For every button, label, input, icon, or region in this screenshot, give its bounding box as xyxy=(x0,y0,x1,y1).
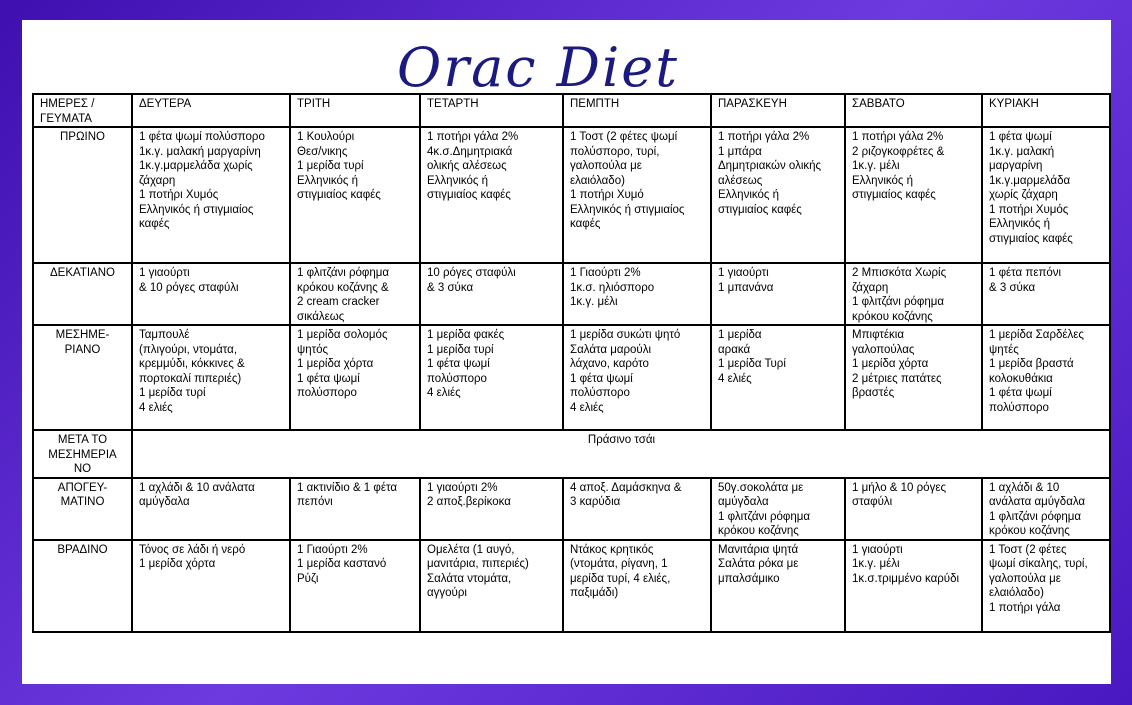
meal-cell: 2 Μπισκότα Χωρίς ζάχαρη 1 φλιτζάνι ρόφημα κρόκου κοζάνης xyxy=(845,263,982,325)
day-header-thursday: ΠΕΜΠΤΗ xyxy=(563,94,711,127)
meal-cell: 1 ποτήρι γάλα 2% 4κ.σ.Δημητριακά ολικής αλέσεως Ελληνικός ή στιγμιαίος καφές xyxy=(420,127,563,263)
meal-cell: Τόνος σε λάδι ή νερό 1 μερίδα χόρτα xyxy=(132,540,290,632)
meal-cell: 1 μερίδα αρακά 1 μερίδα Τυρί 4 ελιές xyxy=(711,325,845,430)
meal-label: ΜΕΤΑ ΤΟ ΜΕΣΗΜΕΡΙΑ ΝΟ xyxy=(33,430,132,478)
meal-cell: 1 μερίδα συκώτι ψητό Σαλάτα μαρούλι λάχανο, καρότο 1 φέτα ψωμί πολύσπορο 4 ελιές xyxy=(563,325,711,430)
meal-row-lunch xyxy=(33,325,1110,430)
corner-header: ΗΜΕΡΕΣ / ΓΕΥΜΑΤΑ xyxy=(33,94,132,127)
meal-cell: 1 Κουλούρι Θεσ/νικης 1 μερίδα τυρί Ελληνικός ή στιγμιαίος καφές xyxy=(290,127,420,263)
day-header-monday: ΔΕΥΤΕΡΑ xyxy=(132,94,290,127)
meal-row-dinner xyxy=(33,540,1110,632)
meal-label: ΜΕΣΗΜΕ- ΡΙΑΝΟ xyxy=(33,325,132,430)
green-tea-cell: Πράσινο τσάι xyxy=(132,430,1110,478)
meal-cell: 1 ακτινίδιο & 1 φέτα πεπόνι xyxy=(290,478,420,540)
meal-label: ΠΡΩΙΝΟ xyxy=(33,127,132,263)
meal-cell: Ντάκος κρητικός (ντομάτα, ρίγανη, 1 μερίδα τυρί, 4 ελιές, παξιμάδι) xyxy=(563,540,711,632)
meal-cell: 1 φλιτζάνι ρόφημα κρόκου κοζάνης & 2 cream cracker σικάλεως xyxy=(290,263,420,325)
meal-cell: 1 γιαούρτι 1κ.γ. μέλι 1κ.σ.τριμμένο καρύδι xyxy=(845,540,982,632)
diet-table xyxy=(32,93,1111,633)
meal-label: ΒΡΑΔΙΝΟ xyxy=(33,540,132,632)
diet-page xyxy=(22,20,1111,684)
meal-cell: 1 μερίδα φακές 1 μερίδα τυρί 1 φέτα ψωμί πολύσπορο 4 ελιές xyxy=(420,325,563,430)
meal-cell: 10 ρόγες σταφύλι & 3 σύκα xyxy=(420,263,563,325)
meal-label: ΑΠΟΓΕΥ- ΜΑΤΙΝΟ xyxy=(33,478,132,540)
meal-cell: 1 φέτα ψωμί 1κ.γ. μαλακή μαργαρίνη 1κ.γ.μαρμελάδα χωρίς ζάχαρη 1 ποτήρι Χυμός Ελληνικός ή στιγμιαίος καφές xyxy=(982,127,1110,263)
day-header-saturday: ΣΑΒΒΑΤΟ xyxy=(845,94,982,127)
meal-row-breakfast xyxy=(33,127,1110,263)
meal-cell: 1 αχλάδι & 10 ανάλατα αμύγδαλα 1 φλιτζάνι ρόφημα κρόκου κοζάνης xyxy=(982,478,1110,540)
meal-cell: 4 αποξ. Δαμάσκηνα & 3 καρύδια xyxy=(563,478,711,540)
meal-cell: Ομελέτα (1 αυγό, μανιτάρια, πιπεριές) Σαλάτα ντομάτα, αγγούρι xyxy=(420,540,563,632)
meal-row-afternoon xyxy=(33,478,1110,540)
page-title: Orac Diet xyxy=(397,36,679,99)
header-row xyxy=(33,94,1110,127)
meal-cell: 1 Τοστ (2 φέτες ψωμί πολύσπορο, τυρί, γαλοπούλα με ελαιόλαδο) 1 ποτήρι Χυμό Ελληνικός ή στιγμιαίος καφές xyxy=(563,127,711,263)
meal-cell: 1 ποτήρι γάλα 2% 2 ριζογκοφρέτες & 1κ.γ. μέλι Ελληνικός ή στιγμιαίος καφές xyxy=(845,127,982,263)
meal-cell: 1 Γιαούρτι 2% 1 μερίδα καστανό Ρύζι xyxy=(290,540,420,632)
meal-label: ΔΕΚΑΤΙΑΝΟ xyxy=(33,263,132,325)
meal-row-after-lunch xyxy=(33,430,1110,478)
day-header-sunday: ΚΥΡΙΑΚΗ xyxy=(982,94,1110,127)
meal-cell: 1 Τοστ (2 φέτες ψωμί σίκαλης, τυρί, γαλοπούλα με ελαιόλαδο) 1 ποτήρι γάλα xyxy=(982,540,1110,632)
meal-cell: Ταμπουλέ (πλιγούρι, ντομάτα, κρεμμύδι, κόκκινες & πορτοκαλί πιπεριές) 1 μερίδα τυρί 4 ελιές xyxy=(132,325,290,430)
meal-cell: 1 γιαούρτι 2% 2 αποξ.βερίκοκα xyxy=(420,478,563,540)
meal-cell: 1 Γιαούρτι 2% 1κ.σ. ηλιόσπορο 1κ.γ. μέλι xyxy=(563,263,711,325)
day-header-friday: ΠΑΡΑΣΚΕΥΗ xyxy=(711,94,845,127)
meal-cell: 1 φέτα πεπόνι & 3 σύκα xyxy=(982,263,1110,325)
meal-cell: 1 ποτήρι γάλα 2% 1 μπάρα Δημητριακών ολικής αλέσεως Ελληνικός ή στιγμιαίος καφές xyxy=(711,127,845,263)
meal-cell: 1 αχλάδι & 10 ανάλατα αμύγδαλα xyxy=(132,478,290,540)
meal-cell: Μπιφτέκια γαλοπούλας 1 μερίδα χόρτα 2 μέτριες πατάτες βραστές xyxy=(845,325,982,430)
day-header-wednesday: ΤΕΤΑΡΤΗ xyxy=(420,94,563,127)
meal-cell: 1 μερίδα Σαρδέλες ψητές 1 μερίδα βραστά κολοκυθάκια 1 φέτα ψωμί πολύσπορο xyxy=(982,325,1110,430)
meal-cell: 1 μήλο & 10 ρόγες σταφύλι xyxy=(845,478,982,540)
meal-row-snack-morning xyxy=(33,263,1110,325)
meal-cell: 1 φέτα ψωμί πολύσπορο 1κ.γ. μαλακή μαργαρίνη 1κ.γ.μαρμελάδα χωρίς ζάχαρη 1 ποτήρι Χυμός Ελληνικός ή στιγμιαίος καφές xyxy=(132,127,290,263)
meal-cell: 1 γιαούρτι & 10 ρόγες σταφύλι xyxy=(132,263,290,325)
meal-cell: 50γ.σοκολάτα με αμύγδαλα 1 φλιτζάνι ρόφημα κρόκου κοζάνης xyxy=(711,478,845,540)
meal-cell: 1 γιαούρτι 1 μπανάνα xyxy=(711,263,845,325)
day-header-tuesday: ΤΡΙΤΗ xyxy=(290,94,420,127)
meal-cell: 1 μερίδα σολομός ψητός 1 μερίδα χόρτα 1 φέτα ψωμί πολύσπορο xyxy=(290,325,420,430)
meal-cell: Μανιτάρια ψητά Σαλάτα ρόκα με μπαλσάμικο xyxy=(711,540,845,632)
